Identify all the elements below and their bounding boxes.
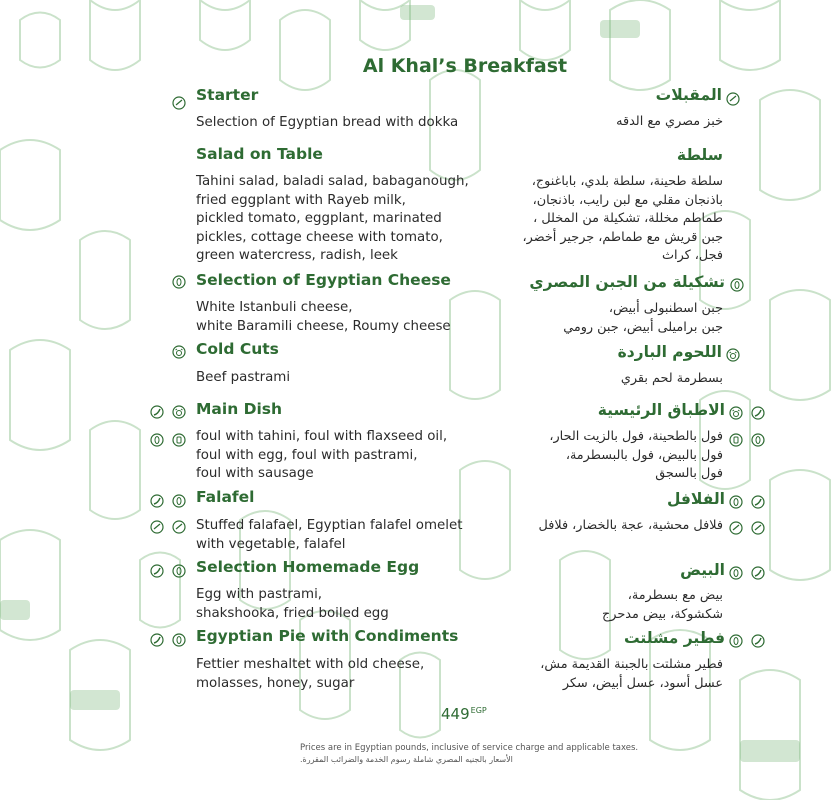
halal-icon: [172, 494, 186, 508]
egg-line-ar: شكشوكة، بيض مدحرج: [602, 606, 723, 622]
salad-line-ar: باذنجان مقلي مع لبن رايب، باذنجان،: [532, 192, 723, 208]
spicy-icon: [150, 405, 164, 419]
main-dish-heading-ar: الاطباق الرئيسية: [597, 401, 725, 419]
salad-line: Tahini salad, baladi salad, babaganough,: [196, 174, 469, 189]
salad-text-ar: [463, 173, 723, 266]
cheese-text: [196, 299, 451, 336]
vegetarian-icon: [172, 520, 186, 534]
falafel-line: Stuffed falafael, Egyptian falafel omelet: [196, 518, 463, 533]
spicy-icon: [751, 495, 765, 509]
cheese-heading: Selection of Egyptian Cheese: [196, 271, 451, 289]
contains-beef-icon: [172, 405, 186, 419]
spicy-icon: [751, 406, 765, 420]
falafel-heading-ar: الفلافل: [666, 490, 725, 508]
spicy-icon: [150, 633, 164, 647]
main-dish-line-ar: فول بالبيض، فول بالبسطرمة،: [565, 447, 723, 463]
halal-icon: [730, 278, 744, 292]
contains-beef-icon: [729, 406, 743, 420]
main-dish-line: foul with tahini, foul with flaxseed oil,: [196, 429, 448, 444]
pie-text: [196, 656, 424, 693]
footer-note-ar: الأسعار بالجنيه المصري شاملة رسوم الخدمة والضرائب المقررة.: [300, 755, 513, 764]
halal-icon: [751, 433, 765, 447]
salad-line: pickled tomato, eggplant, marinated: [196, 211, 442, 226]
salad-line-ar: طماطم مخللة، تشكيلة من المخلل ،: [533, 211, 723, 226]
pie-line: Fettier meshaltet with old cheese,: [196, 657, 425, 672]
pie-heading-ar: فطير مشلتت: [623, 629, 725, 647]
coldcuts-heading-ar: اللحوم الباردة: [617, 343, 722, 361]
price-amount: 449: [441, 705, 470, 723]
egg-heading: Selection Homemade Egg: [196, 558, 420, 576]
cheese-line-ar: جبن اسطنبولى أبيض،: [608, 301, 723, 316]
main-dish-line: foul with egg, foul with pastrami,: [196, 447, 418, 463]
egg-line-ar: بيض مع بسطرمة،: [627, 588, 723, 603]
vegetarian-icon: [150, 520, 164, 534]
egg-text-ar: [463, 587, 723, 624]
salad-line: fried eggplant with Rayeb milk,: [196, 192, 406, 208]
page-title: Al Khal’s Breakfast: [362, 55, 568, 77]
price: [441, 705, 487, 723]
starter-text: Selection of Egyptian bread with dokka: [196, 115, 459, 130]
coldcuts-text: Beef pastrami: [196, 370, 291, 385]
pie-heading: Egyptian Pie with Condiments: [196, 627, 459, 645]
starter-heading: Starter: [196, 86, 259, 104]
cheese-line-ar: جبن براميلى أبيض، جبن رومي: [563, 319, 723, 335]
halal-icon: [172, 633, 186, 647]
cheese-heading-ar: تشكيلة من الجبن المصري: [529, 273, 725, 291]
starter-heading-ar: المقبلات: [655, 86, 722, 104]
falafel-text: [196, 517, 462, 554]
coldcuts-text-ar: بسطرمة لحم بقري: [620, 371, 723, 386]
vegetarian-icon: [726, 92, 740, 106]
dairy-icon: [729, 433, 743, 447]
pie-line: molasses, honey, sugar: [196, 675, 355, 691]
main-dish-text: [196, 428, 447, 484]
halal-icon: [172, 564, 186, 578]
falafel-heading: Falafel: [196, 488, 255, 506]
spicy-icon: [751, 634, 765, 648]
cheese-line: White Istanbuli cheese,: [196, 300, 353, 315]
salad-heading: Salad on Table: [196, 145, 323, 163]
spicy-icon: [150, 494, 164, 508]
cheese-text-ar: [463, 300, 723, 337]
egg-line: shakshooka, fried boiled egg: [196, 605, 389, 621]
starter-text-ar: خبز مصري مع الدقه: [616, 114, 723, 129]
spicy-icon: [751, 566, 765, 580]
salad-line-ar: سلطة طحينة، سلطة بلدي، باباغنوج،: [531, 174, 723, 189]
main-dish-text-ar: [463, 428, 723, 484]
egg-heading-ar: البيض: [680, 561, 725, 579]
pie-text-ar: [463, 656, 723, 693]
falafel-text-ar: فلافل محشية، عجة بالخضار، فلافل: [538, 518, 723, 533]
vegetarian-icon: [729, 521, 743, 535]
contains-beef-icon: [726, 348, 740, 362]
halal-icon: [729, 495, 743, 509]
main-dish-line-ar: فول بالطحينة، فول بالزيت الحار،: [549, 429, 723, 444]
egg-text: [196, 586, 389, 623]
main-dish-line-ar: فول بالسجق: [655, 466, 723, 481]
spicy-icon: [150, 564, 164, 578]
cheese-line: white Baramili cheese, Roumy cheese: [196, 318, 451, 334]
salad-line-ar: فجل، كراث: [661, 248, 723, 263]
salad-heading-ar: سلطة: [676, 146, 723, 164]
falafel-line: with vegetable, falafel: [196, 536, 346, 552]
egg-line: Egg with pastrami,: [196, 587, 323, 602]
coldcuts-heading: Cold Cuts: [196, 340, 279, 358]
vegetarian-icon: [751, 521, 765, 535]
salad-text: [196, 173, 469, 266]
halal-icon: [729, 566, 743, 580]
main-dish-heading: Main Dish: [196, 400, 283, 418]
pie-line-ar: عسل أسود، عسل أبيض، سكر: [562, 675, 723, 691]
footer-note: Prices are in Egyptian pounds, inclusive of service charge and applicable taxes.: [300, 743, 639, 753]
salad-line: pickles, cottage cheese with tomato,: [196, 229, 443, 245]
halal-icon: [729, 634, 743, 648]
vegetarian-icon: [172, 96, 186, 110]
salad-line: green watercress, radish, leek: [196, 248, 398, 263]
salad-line-ar: جبن قريش مع طماطم، جرجير أخضر،: [522, 229, 723, 245]
dairy-icon: [172, 433, 186, 447]
main-dish-line: foul with sausage: [196, 466, 314, 481]
halal-icon: [150, 433, 164, 447]
price-currency: EGP: [470, 706, 487, 715]
contains-beef-icon: [172, 345, 186, 359]
pie-line-ar: فطير مشلتت بالجبنة القديمة مش،: [540, 657, 723, 672]
halal-icon: [172, 275, 186, 289]
